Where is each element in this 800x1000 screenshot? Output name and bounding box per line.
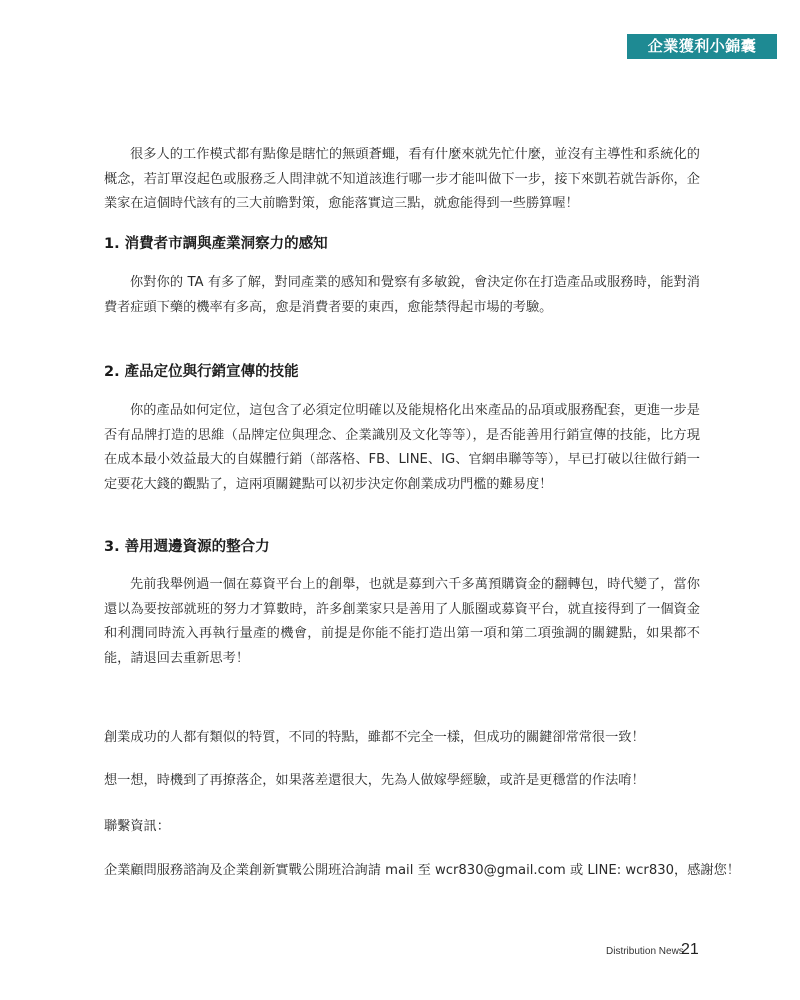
section-title-tab: 企業獲利小錦囊 (627, 34, 777, 59)
publication-name: Distribution News (606, 946, 684, 957)
section-paragraph-2: 你的產品如何定位，這包含了必須定位明確以及能規格化出來產品的品項或服務配套，更進一步是否有品牌打造的思維（品牌定位與理念、企業識別及文化等等），是否能善用行銷宣傳的技能，比方現在成本最小效益最大的自媒體行銷（部落格、FB、LINE、IG、官網串聯等等），早已打破以往做行銷一定要花大錢的觀點了，這兩項關鍵點可以初步決定你創業成功門檻的難易度！ (104, 403, 700, 492)
closing-line-1: 創業成功的人都有類似的特質，不同的特點，雖都不完全一樣，但成功的關鍵卻常常很一致！ (104, 730, 645, 745)
closing-line-2: 想一想，時機到了再撩落企，如果落差還很大，先為人做嫁學經驗，或許是更穩當的作法唷！ (104, 773, 645, 788)
page-number: 21 (681, 941, 699, 958)
contact-info: 企業顧問服務諮詢及企業創新實戰公開班洽詢請 mail 至 wcr830@gmail.com 或 LINE: wcr830，感謝您！ (104, 863, 740, 878)
page-footer (590, 940, 700, 962)
section-heading-2: 2. 產品定位與行銷宣傳的技能 (104, 364, 299, 380)
section-paragraph-3: 先前我舉例過一個在募資平台上的創舉，也就是募到六千多萬預購資金的翻轉包，時代變了，當你還以為要按部就班的努力才算數時，許多創業家只是善用了人脈圈或募資平台，就直接得到了一個資金和利潤同時流入再執行量產的機會，前提是你能不能打造出第一項和第二項強調的關鍵點，如果都不能，請退回去重新思考！ (104, 577, 700, 666)
contact-label: 聯繫資訊： (104, 819, 170, 834)
section-heading-3: 3. 善用週邊資源的整合力 (104, 539, 270, 555)
intro-paragraph: 很多人的工作模式都有點像是瞎忙的無頭蒼蠅，看有什麼來就先忙什麼，並沒有主導性和系統化的概念，若訂單沒起色或服務乏人問津就不知道該進行哪一步才能叫做下一步，接下來凱若就告訴你，企業家在這個時代該有的三大前瞻對策，愈能落實這三點，就愈能得到一些勝算喔！ (104, 147, 700, 211)
header-rule (0, 34, 627, 35)
section-paragraph-1: 你對你的 TA 有多了解，對同產業的感知和覺察有多敏銳，會決定你在打造產品或服務時，能對消費者症頭下藥的機率有多高，愈是消費者要的東西，愈能禁得起市場的考驗。 (104, 275, 700, 315)
section-heading-1: 1. 消費者市調與產業洞察力的感知 (104, 236, 328, 252)
